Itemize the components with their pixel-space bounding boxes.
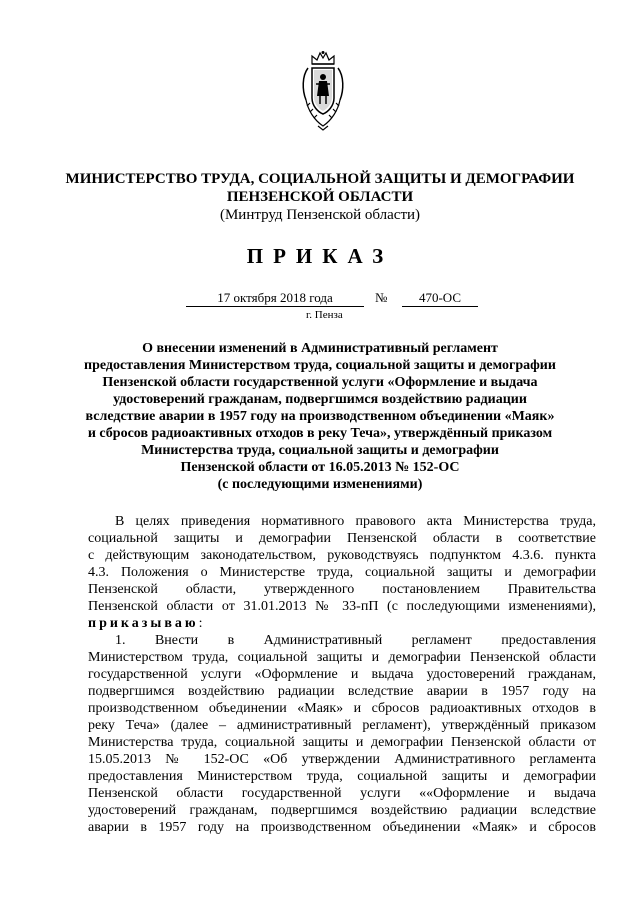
item1-text-line: подвергшимся воздействию радиации вследствие аварии в 1957 году на bbox=[88, 684, 596, 699]
order-word: приказываю bbox=[88, 616, 199, 631]
subject-line: предоставления Министерством труда, социальной защиты и демографии bbox=[84, 358, 556, 373]
ministry-name-line1: МИНИСТЕРСТВО ТРУДА, СОЦИАЛЬНОЙ ЗАЩИТЫ И ДЕМОГРАФИИ bbox=[65, 171, 575, 187]
item1-text-line: предоставления Министерством труда, социальной защиты и демографии bbox=[88, 769, 596, 784]
order-date: 17 октября 2018 года bbox=[186, 290, 364, 307]
body-text-line: 4.3. Положения о Министерстве труда, социальной защиты и демографии bbox=[88, 565, 596, 580]
body-text-line: с действующим законодательством, руководствуясь подпунктом 4.3.6. пункта bbox=[88, 548, 596, 563]
item1-text-line: Министерством труда, социальной защиты и демографии Пензенской области bbox=[88, 650, 596, 665]
body-text-line: Пензенской области от 31.01.2013 № 33-пП (с последующими изменениями), bbox=[88, 599, 596, 614]
subject-line: Министерства труда, социальной защиты и демографии bbox=[141, 443, 499, 458]
item1-text-line: производственном объединении «Маяк» и сбросов радиоактивных отходов в bbox=[88, 701, 596, 716]
item1-text-line: Пензенской области государственной услуги ««Оформление и выдача bbox=[88, 786, 596, 801]
item1-text-line: реку Теча» (далее – административный регламент), утверждённый приказом bbox=[88, 718, 596, 733]
body-text-line: Пензенской области, утвержденного постановлением Правительства bbox=[88, 582, 596, 597]
order-city: г. Пенза bbox=[306, 309, 343, 321]
item1-text-line: аварии в 1957 году на производственном объединении «Маяк» и сбросов bbox=[88, 820, 596, 835]
document-type-title: ПРИКАЗ bbox=[246, 244, 394, 268]
subject-line: Пензенской области от 16.05.2013 № 152-ОС bbox=[180, 460, 460, 475]
item1-text-line: удостоверений гражданам, подвергшимся воздействию радиации вследствие bbox=[88, 803, 596, 818]
item1-text-line: государственной услуги «Оформление и выдача удостоверений гражданам, bbox=[88, 667, 596, 682]
item1-text-line: 15.05.2013 № 152-ОС «Об утверждении Административного регламента bbox=[88, 752, 596, 767]
subject-line: Пензенской области государственной услуги «Оформление и выдача bbox=[102, 375, 538, 390]
ministry-name-line2: ПЕНЗЕНСКОЙ ОБЛАСТИ bbox=[226, 189, 414, 205]
coat-of-arms-emblem bbox=[298, 50, 348, 132]
subject-line: и сбросов радиоактивных отходов в реку Теча», утверждённый приказом bbox=[87, 426, 553, 441]
order-colon: : bbox=[198, 616, 203, 631]
subject-line: вследствие аварии в 1957 году на производственном объединении «Маяк» bbox=[85, 409, 555, 424]
item1-text-line: Министерства труда, социальной защиты и демографии Пензенской области от bbox=[88, 735, 596, 750]
body-text-line: В целях приведения нормативного правового акта Министерства труда, bbox=[115, 514, 596, 529]
subject-line: удостоверений гражданам, подвергшимся воздействию радиации bbox=[113, 392, 527, 407]
order-number: 470-ОС bbox=[402, 290, 478, 307]
subject-line: О внесении изменений в Административный регламент bbox=[142, 341, 498, 356]
item1-text-line: 1. Внести в Административный регламент предоставления bbox=[115, 633, 596, 648]
ministry-short-name: (Минтруд Пензенской области) bbox=[219, 207, 421, 223]
number-sign: № bbox=[375, 290, 388, 305]
body-text-line: социальной защиты и демографии Пензенской области в соответствие bbox=[88, 531, 596, 546]
subject-line: (с последующими изменениями) bbox=[217, 477, 423, 492]
order-word-line bbox=[88, 615, 596, 632]
